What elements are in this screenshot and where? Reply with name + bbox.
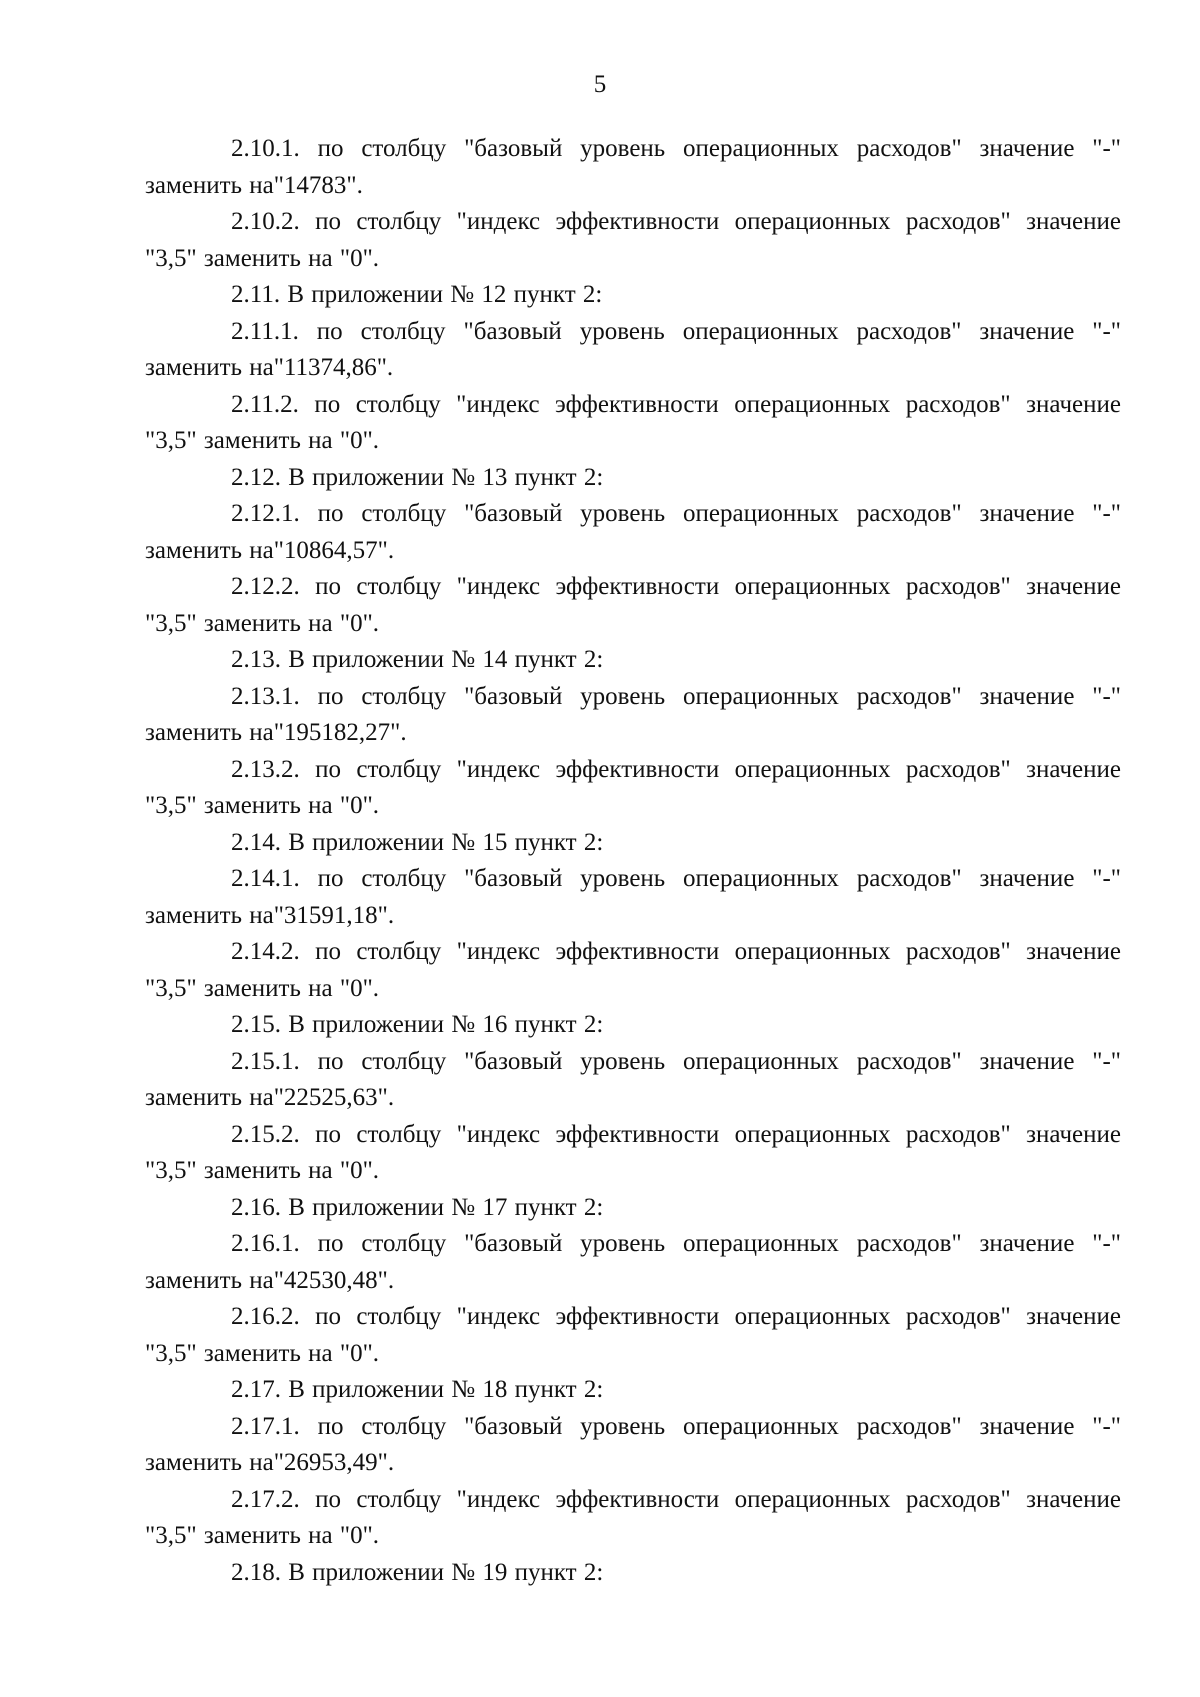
paragraph-2-16: 2.16. В приложении № 17 пункт 2: [231,1193,604,1221]
paragraph-2-10-1: 2.10.1. по столбцу "базовый уровень операционных расходов" значение "-" заменить на"14783". [145,135,1121,199]
paragraph-2-17-1: 2.17.1. по столбцу "базовый уровень операционных расходов" значение "-" заменить на"26953,49". [145,1412,1121,1476]
paragraph-2-12-2: 2.12.2. по столбцу "индекс эффективности операционных расходов" значение "3,5" заменить на "0". [145,573,1121,637]
paragraph-2-12-1: 2.12.1. по столбцу "базовый уровень операционных расходов" значение "-" заменить на"10864,57". [145,500,1121,564]
paragraph-2-13-1: 2.13.1. по столбцу "базовый уровень операционных расходов" значение "-" заменить на"195182,27". [145,682,1121,746]
paragraph-2-15-1: 2.15.1. по столбцу "базовый уровень операционных расходов" значение "-" заменить на"22525,63". [145,1047,1121,1111]
paragraph-2-15: 2.15. В приложении № 16 пункт 2: [231,1011,604,1038]
paragraph-2-11-2: 2.11.2. по столбцу "индекс эффективности операционных расходов" значение "3,5" заменить на "0". [145,390,1121,454]
paragraph-2-14-2: 2.14.2. по столбцу "индекс эффективности операционных расходов" значение "3,5" заменить на "0". [145,938,1121,1002]
paragraph-2-15-2: 2.15.2. по столбцу "индекс эффективности операционных расходов" значение "3,5" заменить на "0". [145,1120,1121,1184]
paragraph-2-18: 2.18. В приложении № 19 пункт 2: [231,1558,604,1586]
paragraph-2-14-1: 2.14.1. по столбцу "базовый уровень операционных расходов" значение "-" заменить на"31591,18". [145,865,1121,929]
page-number: 5 [593,71,607,98]
paragraph-2-17-2: 2.17.2. по столбцу "индекс эффективности операционных расходов" значение "3,5" заменить на "0". [145,1485,1121,1549]
paragraph-2-14: 2.14. В приложении № 15 пункт 2: [231,828,604,856]
paragraph-2-16-1: 2.16.1. по столбцу "базовый уровень операционных расходов" значение "-" заменить на"42530,48". [145,1230,1121,1294]
paragraph-2-11: 2.11. В приложении № 12 пункт 2: [231,281,603,308]
paragraph-2-11-1: 2.11.1. по столбцу "базовый уровень операционных расходов" значение "-" заменить на"11374,86". [145,317,1121,381]
document-body [145,131,1121,1591]
paragraph-2-12: 2.12. В приложении № 13 пункт 2: [231,463,604,491]
paragraph-2-16-2: 2.16.2. по столбцу "индекс эффективности операционных расходов" значение "3,5" заменить на "0". [145,1303,1121,1367]
paragraph-2-13-2: 2.13.2. по столбцу "индекс эффективности операционных расходов" значение "3,5" заменить на "0". [145,755,1121,819]
paragraph-2-17: 2.17. В приложении № 18 пункт 2: [231,1376,604,1403]
paragraph-2-13: 2.13. В приложении № 14 пункт 2: [231,646,604,673]
paragraph-2-10-2: 2.10.2. по столбцу "индекс эффективности операционных расходов" значение "3,5" заменить на "0". [145,208,1121,272]
